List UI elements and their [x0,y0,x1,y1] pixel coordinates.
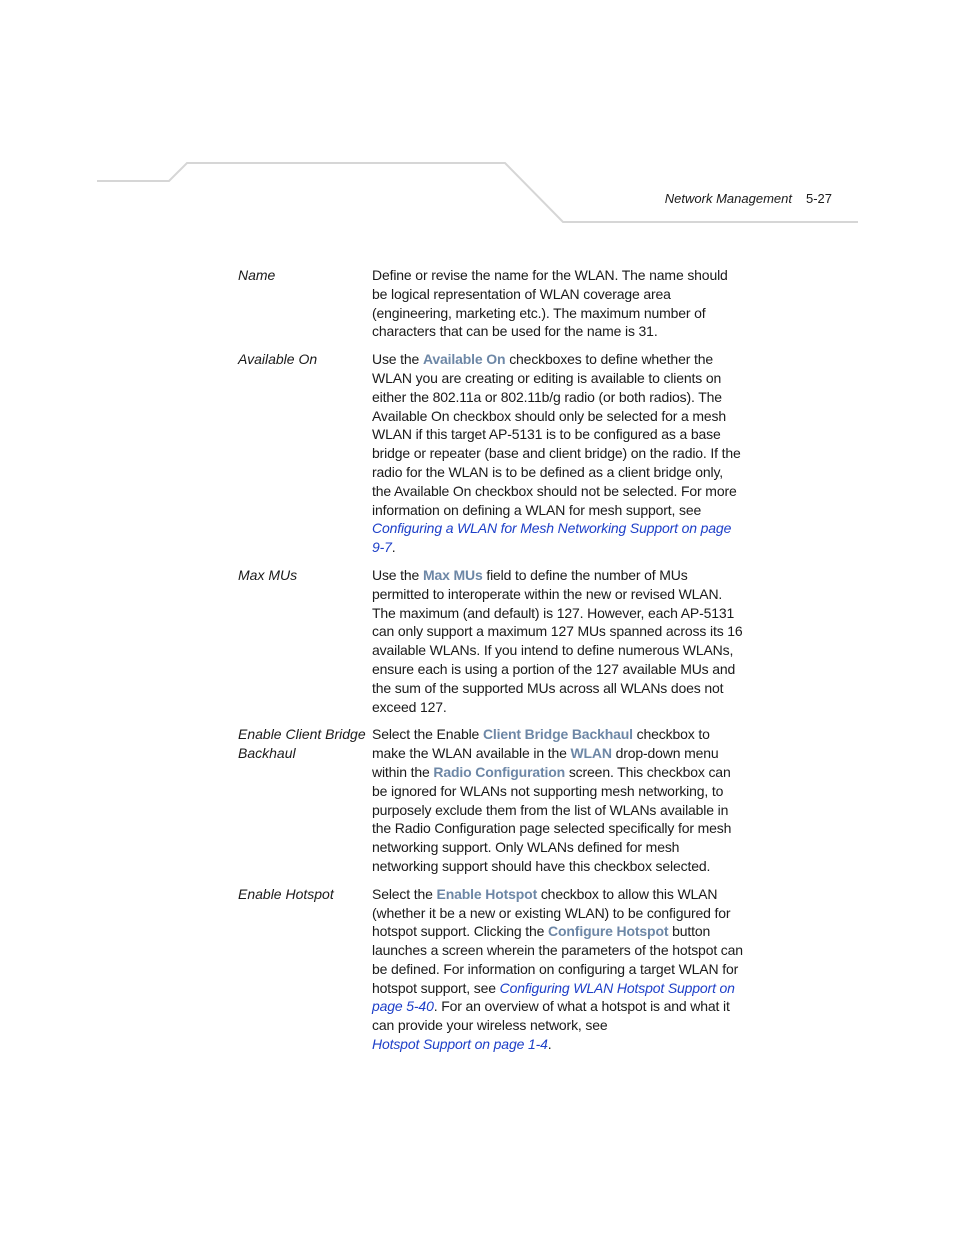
desc-text: Select the [372,885,437,902]
desc-text: . [391,539,396,556]
ui-label-max-mus: Max MUs [422,566,483,583]
desc-text: drop-down menu within the [372,745,719,780]
desc-text: Select the Enable [372,726,483,743]
desc-text: Use the [372,351,423,368]
desc-text: . [547,1036,552,1053]
xref-link-hotspot-support[interactable]: Hotspot Support on page 1-4 [372,1036,548,1053]
term-client-bridge-backhaul: Enable Client Bridge Backhaul [238,726,366,762]
desc-text: Define or revise the name for the WLAN. The name should be logical representation of WLAN coverage area (engineering, marketing etc.). The maximum number of characters that can be used for the name is 31. [372,267,728,340]
xref-link-hotspot-config[interactable]: Configuring WLAN Hotspot Support on page 5-40 [372,979,735,1015]
ui-label-enable-hotspot: Enable Hotspot [436,885,538,902]
entry-client-bridge-backhaul [238,725,748,875]
ui-label-radio-configuration: Radio Configuration [433,763,566,780]
running-head [600,191,832,206]
desc-client-bridge-backhaul [372,725,744,875]
ui-label-client-bridge-backhaul: Client Bridge Backhaul [482,726,633,743]
xref-link-mesh-wlan[interactable]: Configuring a WLAN for Mesh Networking Support on page 9-7 [372,520,732,556]
term-max-mus: Max MUs [238,566,298,583]
desc-text: . For an overview of what a hotspot is and what it can provide your wireless network, see [372,998,730,1034]
desc-text: Use the [372,566,423,583]
desc-text: checkbox to allow this WLAN (whether it be a new or existing WLAN) to be configured for hotspot support. Clicking the [372,885,731,940]
desc-available-on [372,350,744,557]
definition-list [238,266,748,1063]
section-title: Network Management [664,191,792,206]
desc-name [372,266,744,341]
page-number: 5-27 [805,191,832,206]
desc-text: screen. This checkbox can be ignored for WLANs not supporting mesh networking, to purposely exclude them from the list of WLANs available in the Radio Configuration page selected specifically for mesh networking support. Only WLANs defined for mesh networking support should have this checkbox selected. [372,763,732,874]
entry-name [238,266,748,341]
term-enable-hotspot: Enable Hotspot [238,885,334,902]
desc-text: button launches a screen wherein the parameters of the hotspot can be defined. For information on configuring a target WLAN for hotspot support, see [372,923,743,996]
desc-max-mus [372,566,744,716]
entry-available-on [238,350,748,557]
ui-label-available-on: Available On [422,351,506,368]
ui-label-wlan: WLAN [570,745,612,762]
ui-label-configure-hotspot: Configure Hotspot [548,923,669,940]
entry-max-mus [238,566,748,716]
desc-text: checkboxes to define whether the WLAN you are creating or editing is available to clients on either the 802.11a or 802.11b/g radio (or both radios). The Available On checkbox should only be selected for a mesh WLAN if this target AP-5131 is to be configured as a base bridge or repeater (base and client bridge) on the radio. If the radio for the WLAN is to be defined as a client bridge only, the Available On checkbox should not be selected. For more information on defining a WLAN for mesh support, see [372,351,741,518]
term-available-on: Available On [238,351,318,368]
desc-text: field to define the number of MUs permitted to interoperate within the new or revised WLAN. The maximum (and default) is 127. However, each AP-5131 can only support a maximum 127 MUs spanned across its 16 available WLANs. If you intend to define numerous WLANs, ensure each is using a portion of the 127 available MUs and the sum of the supported MUs across all WLANs does not exceed 127. [372,566,743,715]
desc-enable-hotspot [372,885,744,1054]
entry-enable-hotspot [238,885,748,1054]
desc-text: checkbox to make the WLAN available in the [372,726,710,762]
term-name: Name [238,267,276,283]
